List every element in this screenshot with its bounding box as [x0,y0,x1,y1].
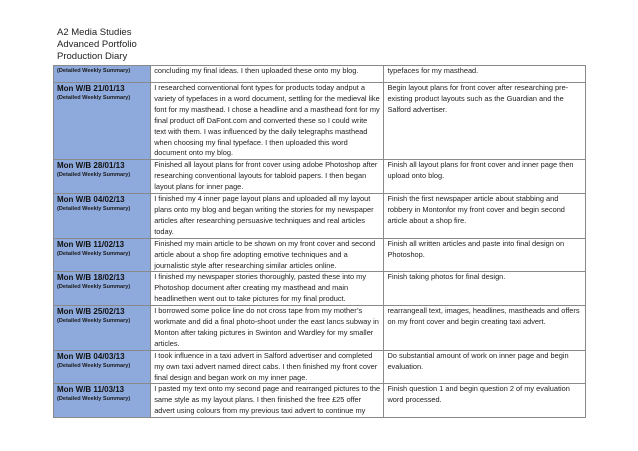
document-header [57,27,137,63]
next-steps-cell: rearrangeall text, images, headlines, mastheads and offers on my front cover and begin creating taxi advert. [384,306,586,351]
next-steps-cell: Finish question 1 and begin question 2 of my evaluation word processed. [384,384,586,418]
work-done-cell: Finished all layout plans for front cover using adobe Photoshop after researching conventional layouts for tabloid papers. I then began layout plans for inner page. [151,160,384,194]
work-done-cell: I finished my newspaper stories thoroughly, pasted these into my Photoshop document after creating my masthead and main headlinethen went out to take pictures for my final product. [151,272,384,306]
table-row [54,272,586,306]
weekly-summary-label: (Detailed Weekly Summary) [57,68,131,74]
week-label: Mon W/B 11/02/13 [57,239,125,249]
header-subject: A2 Media Studies [57,27,132,38]
work-done-cell: I researched conventional font types for products today andput a variety of typefaces in a word document, settling for the medieval like font for my masthead. I chose a headline and a masthead font for my final product off DaFont.com and converted these so I could write text with them. I was influenced by the daily telegraphs masthead when choosing my final typeface. I then uploaded this word document onto my blog. [151,83,384,160]
work-done-cell: Finished my main article to be shown on my front cover and second article about a shop fire adopting emotive techniques and a journalistic style after researching similar articles online. [151,238,384,272]
work-done-cell: I finished my 4 inner page layout plans and uploaded all my layout plans onto my blog and began writing the stories for my newspaper articles after researching persuasive techniques and real articles today. [151,194,384,239]
header-portfolio: Advanced Portfolio [57,39,137,50]
next-steps-cell: Begin layout plans for front cover after researching pre-existing product layouts such as the Guardian and the Salford advertiser. [384,83,586,160]
weekly-summary-label: (Detailed Weekly Summary) [57,172,131,179]
week-label: Mon W/B 11/03/13 [57,385,125,395]
week-cell [54,194,151,239]
table-row [54,384,586,418]
weekly-summary-label: (Detailed Weekly Summary) [57,396,131,403]
table-row [54,66,586,83]
week-label: Mon W/B 04/02/13 [57,195,125,205]
week-cell [54,66,151,83]
week-cell [54,238,151,272]
table-row [54,160,586,194]
week-cell [54,272,151,306]
week-label: Mon W/B 25/02/13 [57,307,125,317]
next-steps-cell: Finish taking photos for final design. [384,272,586,306]
header-diary-title: Production Diary [57,51,128,62]
production-diary-table [53,65,586,418]
weekly-summary-label: (Detailed Weekly Summary) [57,362,131,369]
work-done-cell: I took influence in a taxi advert in Salford advertiser and completed my own taxi advert named direct cabs. I then finished my front cover final design and began work on my inner page. [151,350,384,384]
work-done-cell: concluding my final ideas. I then uploaded these onto my blog. [151,66,384,83]
next-steps-cell: Finish all written articles and paste into final design on Photoshop. [384,238,586,272]
table-row [54,306,586,351]
week-cell [54,83,151,160]
week-cell [54,350,151,384]
week-label: Mon W/B 04/03/13 [57,351,125,361]
table-row [54,350,586,384]
week-cell [54,306,151,351]
next-steps-cell: Do substantial amount of work on inner page and begin evaluation. [384,350,586,384]
week-label: Mon W/B 18/02/13 [57,273,125,283]
table-row [54,83,586,160]
week-label: Mon W/B 21/01/13 [57,84,125,93]
weekly-summary-label: (Detailed Weekly Summary) [57,206,131,213]
work-done-cell: I pasted my text onto my second page and rearranged pictures to the same style as my layout plans. I then finished the free £25 offer advert using colours from my previous taxi advert to continue my [151,384,384,418]
weekly-summary-label: (Detailed Weekly Summary) [57,284,131,291]
next-steps-cell: typefaces for my masthead. [384,66,586,83]
next-steps-cell: Finish all layout plans for front cover and inner page then upload onto blog. [384,160,586,194]
next-steps-cell: Finish the first newspaper article about stabbing and robbery in Montonfor my front cover and begin second article about a shop fire. [384,194,586,239]
weekly-summary-label: (Detailed Weekly Summary) [57,95,131,101]
week-cell [54,160,151,194]
weekly-summary-label: (Detailed Weekly Summary) [57,250,131,257]
week-label: Mon W/B 28/01/13 [57,161,125,171]
weekly-summary-label: (Detailed Weekly Summary) [57,318,131,325]
week-cell [54,384,151,418]
table-row [54,238,586,272]
work-done-cell: I borrowed some police line do not cross tape from my mother’s workmate and did a final photo-shoot under the east lancs subway in Monton after taking pictures in Swinton and Wardley for my smaller articles. [151,306,384,351]
table-row [54,194,586,239]
